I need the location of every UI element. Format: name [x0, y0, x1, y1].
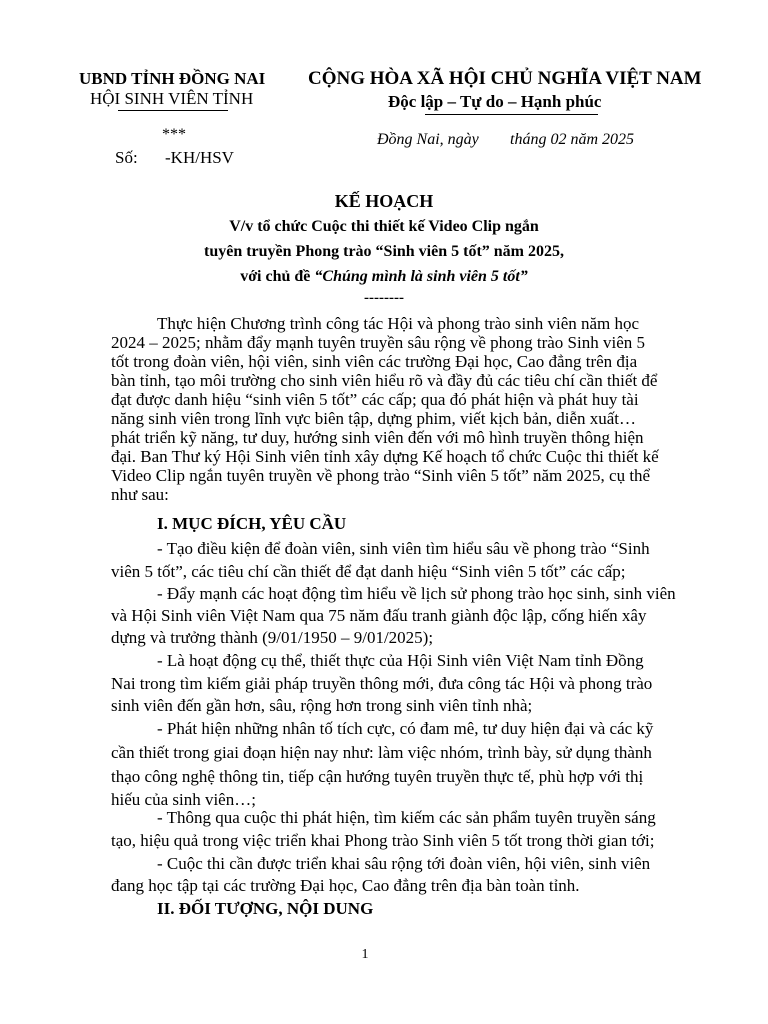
purpose-line: tạo, hiệu quả trong việc triển khai Phong trào Sinh viên 5 tốt trong thời gian tới; — [111, 831, 655, 850]
purpose-line: cần thiết trong giai đoạn hiện nay như: làm việc nhóm, trình bày, sử dụng thành — [111, 743, 652, 762]
date-month-year: tháng 02 năm 2025 — [510, 131, 634, 148]
subject-line3 — [0, 268, 768, 286]
section-heading-purpose: I. MỤC ĐÍCH, YÊU CẦU — [157, 514, 347, 533]
purpose-line: và Hội Sinh viên Việt Nam qua 75 năm đấu tranh giành độc lập, cống hiến xây — [111, 606, 647, 625]
issuer-line2: HỘI SINH VIÊN TỈNH — [90, 89, 254, 108]
subject-line3-prefix: với chủ đề — [240, 268, 315, 285]
motto-underline — [425, 114, 598, 115]
intro-line: Video Clip ngắn tuyên truyền về phong trào “Sinh viên 5 tốt” năm 2025, cụ thể — [111, 466, 651, 485]
intro-line: tốt trong đoàn viên, hội viên, sinh viên các trường Đại học, Cao đẳng trên địa — [111, 352, 638, 371]
issuer-line1: UBND TỈNH ĐỒNG NAI — [79, 69, 266, 88]
subject-line1: V/v tổ chức Cuộc thi thiết kế Video Clip ngắn — [229, 218, 539, 235]
intro-line: đạt được danh hiệu “sinh viên 5 tốt” các cấp; qua đó phát hiện và phát huy tài — [111, 390, 639, 409]
document-number-label: Số: — [115, 148, 138, 167]
date-place: Đồng Nai, ngày — [377, 131, 479, 148]
national-title: CỘNG HÒA XÃ HỘI CHỦ NGHĨA VIỆT NAM — [308, 68, 702, 89]
purpose-line: - Đẩy mạnh các hoạt động tìm hiểu về lịch sử phong trào học sinh, sinh viên — [157, 584, 676, 603]
issuer-stars: *** — [162, 126, 186, 143]
purpose-line: - Cuộc thi cần được triển khai sâu rộng tới đoàn viên, hội viên, sinh viên — [157, 854, 651, 873]
section-heading-subjects: II. ĐỐI TƯỢNG, NỘI DUNG — [157, 899, 374, 918]
purpose-line: Nai trong tìm kiếm giải pháp truyền thông mới, đưa công tác Hội và phong trào — [111, 674, 653, 693]
purpose-line: hiếu của sinh viên…; — [111, 790, 256, 809]
intro-line: đại. Ban Thư ký Hội Sinh viên tỉnh xây dựng Kế hoạch tổ chức Cuộc thi thiết kế — [111, 447, 659, 466]
subject-line2: tuyên truyền Phong trào “Sinh viên 5 tốt” năm 2025, — [203, 243, 565, 260]
purpose-line: sinh viên đến gần hơn, sâu, rộng hơn trong sinh viên tỉnh nhà; — [111, 696, 533, 715]
subject-theme: “Chúng mình là sinh viên 5 tốt” — [314, 268, 528, 285]
purpose-line: - Tạo điều kiện để đoàn viên, sinh viên tìm hiểu sâu về phong trào “Sinh — [157, 539, 650, 558]
purpose-line: dựng và trưởng thành (9/01/1950 – 9/01/2025); — [111, 628, 434, 647]
intro-line: 2024 – 2025; nhằm đẩy mạnh tuyên truyền sâu rộng về phong trào Sinh viên 5 — [111, 333, 645, 352]
purpose-line: - Thông qua cuộc thi phát hiện, tìm kiếm các sản phẩm tuyên truyền sáng — [157, 808, 656, 827]
intro-line: Thực hiện Chương trình công tác Hội và phong trào sinh viên năm học — [157, 314, 640, 333]
intro-line: năng sinh viên trong lĩnh vực biên tập, dựng phim, viết kịch bản, diễn xuất… — [111, 409, 637, 428]
purpose-line: viên 5 tốt”, các tiêu chí cần thiết để đạt danh hiệu “Sinh viên 5 tốt” các cấp; — [111, 562, 626, 581]
intro-line: như sau: — [111, 485, 169, 504]
document-number-value: -KH/HSV — [165, 148, 234, 167]
page-number: 1 — [361, 947, 369, 962]
intro-line: bàn tỉnh, tạo môi trường cho sinh viên hiểu rõ và đầy đủ các tiêu chí cần thiết để — [111, 371, 658, 390]
purpose-line: đang học tập tại các trường Đại học, Cao đẳng trên địa bàn toàn tỉnh. — [111, 876, 580, 895]
purpose-line: thạo công nghệ thông tin, tiếp cận hướng tuyên truyền thực tế, phù hợp với thị — [111, 767, 644, 786]
title-separator: -------- — [364, 290, 404, 306]
issuer-underline — [118, 110, 228, 111]
purpose-line: - Là hoạt động cụ thể, thiết thực của Hội Sinh viên Việt Nam tỉnh Đồng — [157, 651, 644, 670]
document-title: KẾ HOẠCH — [334, 191, 434, 211]
purpose-line: - Phát hiện những nhân tố tích cực, có đam mê, tư duy hiện đại và các kỹ — [157, 719, 654, 738]
national-motto: Độc lập – Tự do – Hạnh phúc — [388, 92, 602, 111]
intro-line: phát triển kỹ năng, tư duy, hướng sinh viên đến với mô hình truyền thông hiện — [111, 428, 644, 447]
